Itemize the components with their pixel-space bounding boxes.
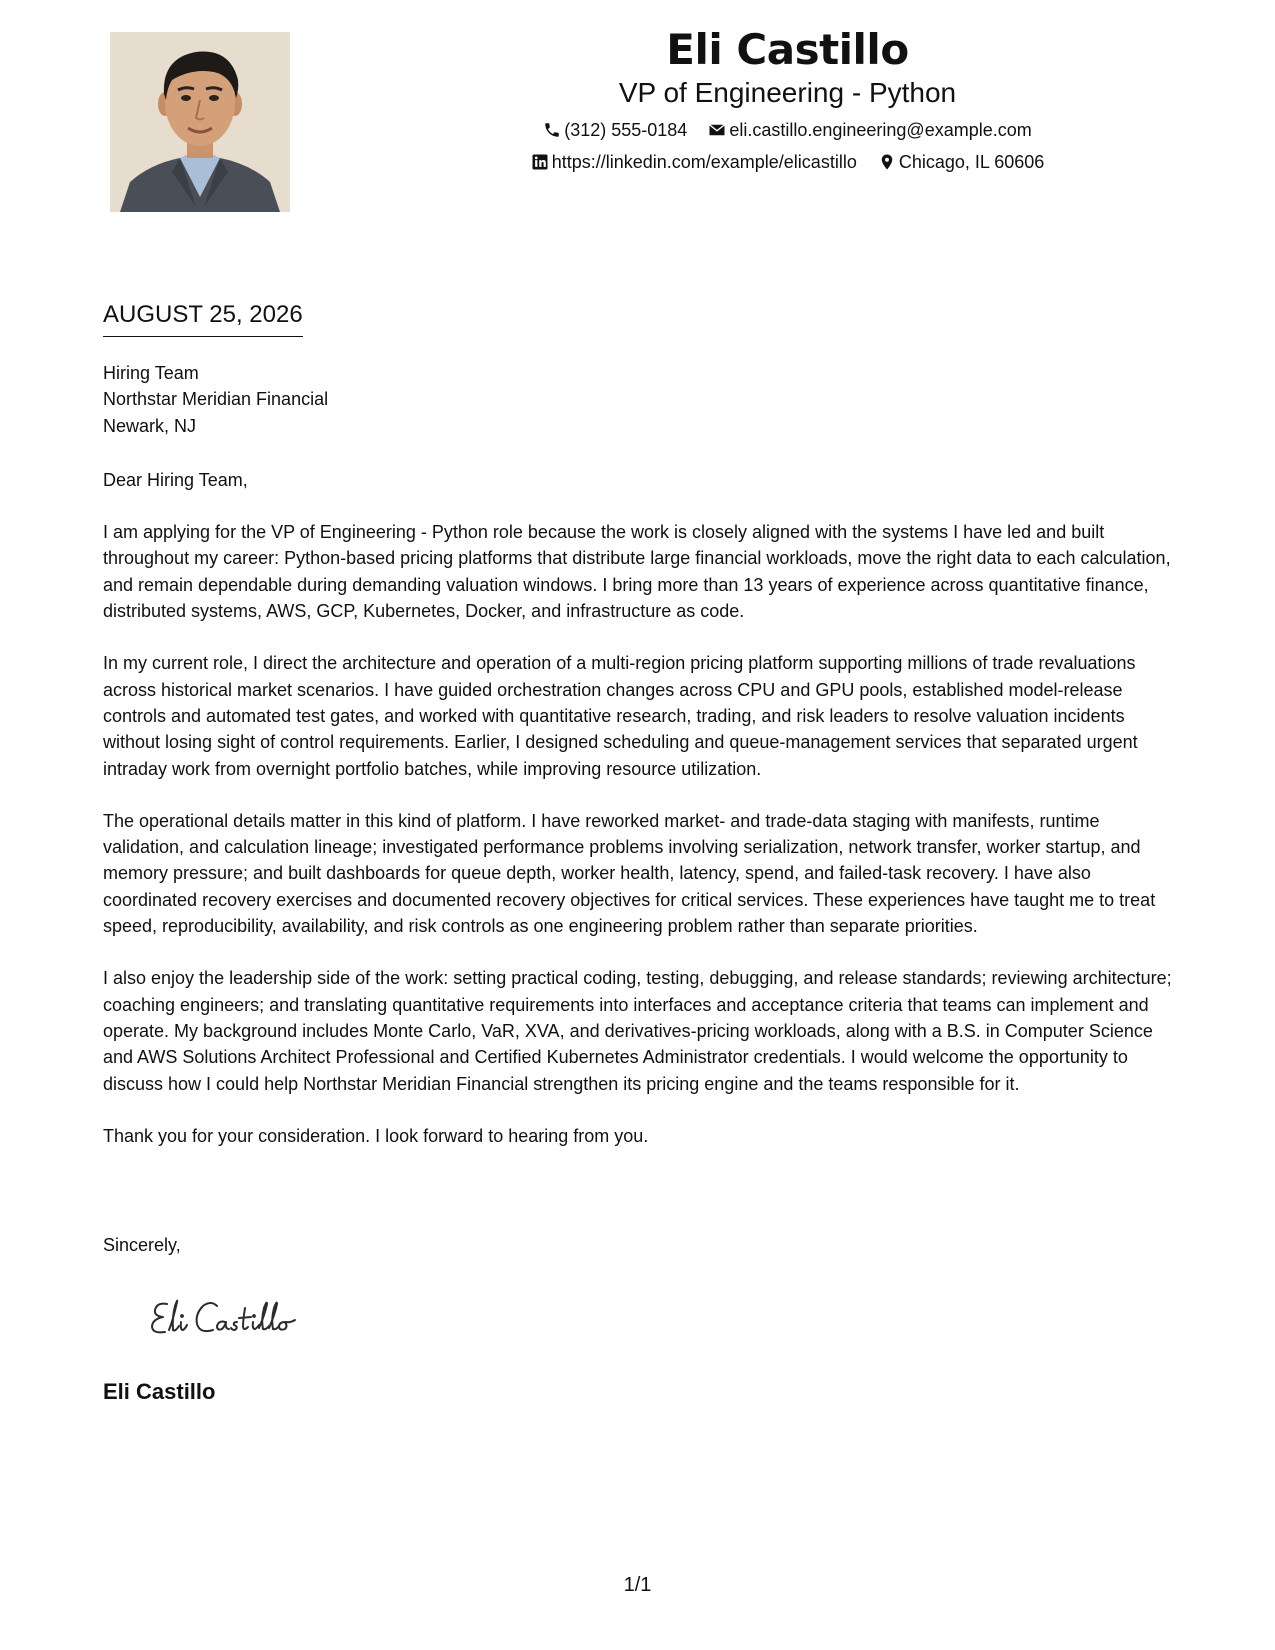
profile-photo: [110, 32, 290, 212]
applicant-title: VP of Engineering - Python: [618, 77, 957, 108]
map-pin-icon: [878, 153, 896, 171]
applicant-name: Eli Castillo: [666, 25, 909, 74]
salutation: Dear Hiring Team,: [103, 469, 248, 490]
contact-linkedin: [531, 150, 857, 174]
recipient-address: [103, 360, 1173, 439]
closing: Sincerely,: [103, 1235, 181, 1255]
linkedin-text: https://linkedin.com/example/elicastillo: [551, 152, 857, 172]
letter-header: [300, 24, 1275, 174]
signature-image: [145, 1292, 325, 1342]
phone-icon: [543, 121, 561, 139]
signer-name: Eli Castillo: [103, 1379, 216, 1404]
email-text: eli.castillo.engineering@example.com: [729, 120, 1032, 140]
handwritten-signature: [145, 1292, 325, 1347]
body-paragraph: In my current role, I direct the architecture and operation of a multi-region pricing platform supporting millions of trade revaluations across historical market scenarios. I have guided orchestration changes across CPU and GPU pools, established model-release controls and automated test gates, and worked with quantitative research, trading, and risk leaders to resolve valuation incidents without losing sight of control requirements. Earlier, I designed scheduling and queue-management services that separated urgent intraday work from overnight portfolio batches, while improving resource utilization.: [103, 653, 1138, 779]
envelope-icon: [708, 121, 726, 139]
contact-email: [708, 118, 1031, 142]
body-paragraph: I also enjoy the leadership side of the work: setting practical coding, testing, debugging, and release standards; reviewing architecture; coaching engineers; and translating quantitative requirements into interfaces and acceptance criteria that teams can implement and operate. My background includes Monte Carlo, VaR, XVA, and derivatives-pricing workloads, along with a B.S. in Computer Science and AWS Solutions Architect Professional and Certified Kubernetes Administrator credentials. I would welcome the opportunity to discuss how I could help Northstar Meridian Financial strengthen its pricing engine and the teams responsible for it.: [103, 968, 1172, 1094]
body-paragraph: The operational details matter in this kind of platform. I have reworked market- and trade-data staging with manifests, runtime validation, and calculation lineage; investigated performance problems involving serialization, network transfer, worker startup, and memory pressure; and built dashboards for queue depth, worker health, latency, spend, and failed-task recovery. I have also coordinated recovery exercises and documented recovery objectives for critical services. These experiences have taught me to treat speed, reproducibility, availability, and risk controls as one engineering problem rather than separate priorities.: [103, 810, 1156, 937]
portrait-image: [110, 32, 290, 212]
contact-location: [878, 150, 1044, 174]
letter-body: [103, 360, 1173, 1149]
recipient-line: Hiring Team: [103, 363, 199, 383]
recipient-line: Newark, NJ: [103, 415, 197, 436]
contact-row-1: [300, 118, 1275, 142]
location-text: Chicago, IL 60606: [898, 152, 1045, 172]
page-number: 1/1: [623, 1574, 652, 1596]
contact-row-2: [300, 150, 1275, 174]
letter-date: AUGUST 25, 2026: [103, 300, 303, 337]
recipient-line: Northstar Meridian Financial: [103, 389, 329, 410]
contact-phone: [543, 118, 687, 142]
phone-text: (312) 555-0184: [564, 120, 688, 140]
linkedin-icon: [531, 153, 549, 171]
body-paragraph: Thank you for your consideration. I look forward to hearing from you.: [103, 1125, 649, 1146]
body-paragraph: I am applying for the VP of Engineering - Python role because the work is closely aligned with the systems I have led and built throughout my career: Python-based pricing platforms that distribute large financial workloads, move the right data to each calculation, and remain dependable during demanding valuation windows. I bring more than 13 years of experience across quantitative finance, distributed systems, AWS, GCP, Kubernetes, Docker, and infrastructure as code.: [103, 522, 1171, 622]
